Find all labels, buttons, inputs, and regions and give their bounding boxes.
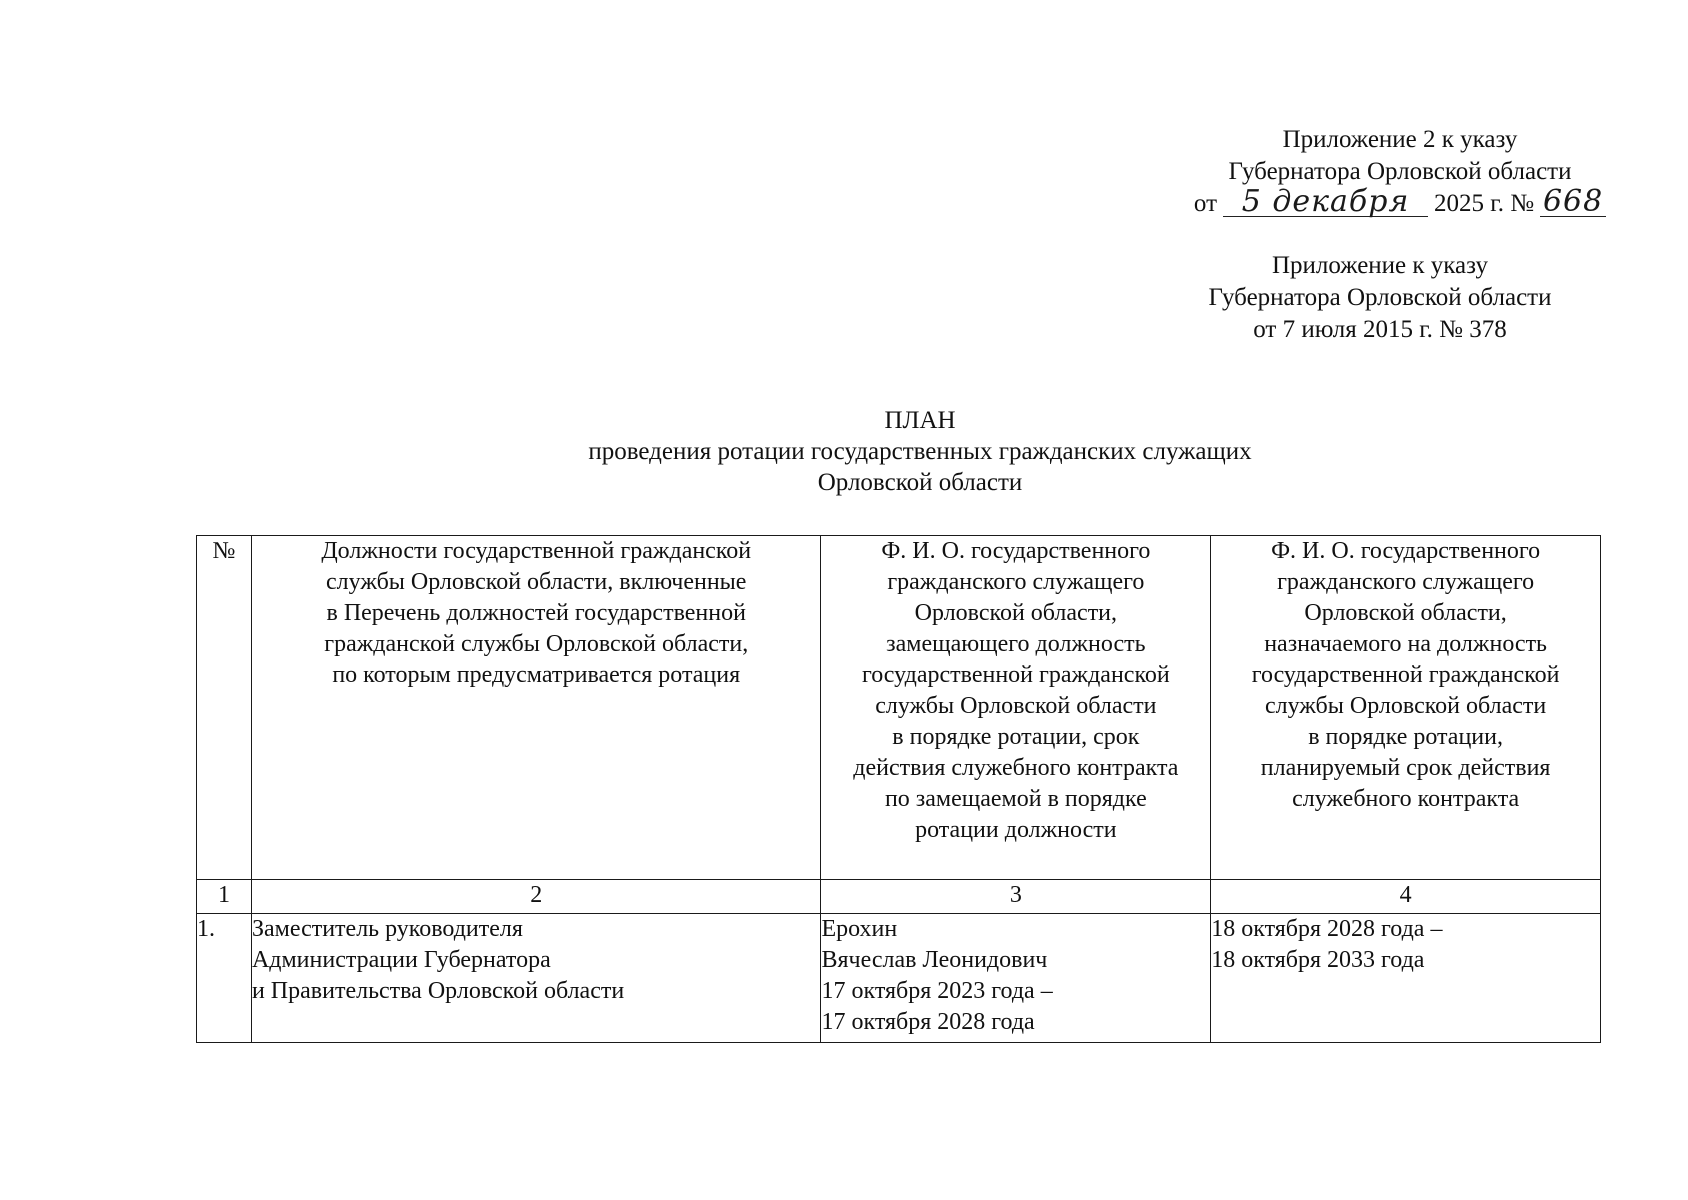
current-employee-line: 17 октября 2028 года [821,1009,1035,1035]
appendix-original-line2: Губернатора Орловской области [1208,284,1552,311]
handwritten-number: 668 [1540,188,1606,217]
current-employee-line: 17 октября 2023 года – [821,978,1053,1004]
column-number-row [197,880,1601,914]
title-line3: Орловской области [817,469,1023,496]
column-number-cell: 3 [821,880,1211,914]
appointed-term-line: 18 октября 2033 года [1211,947,1425,973]
header-line: назначаемого на должность [1264,631,1547,657]
appointed-term-line: 18 октября 2028 года – [1211,916,1443,942]
title-line2: проведения ротации государственных гражданских служащих [588,438,1252,465]
document-title [420,405,1420,498]
appointed-employee-cell [1211,914,1601,1043]
header-line: действия служебного контракта [853,755,1179,781]
rotation-plan-table [196,535,1601,1043]
position-line: Администрации Губернатора [251,947,551,973]
header-line: Орловской области, [1304,600,1507,626]
header-line: гражданского служащего [1277,569,1535,595]
header-line: ротации должности [915,817,1117,843]
appendix-2-date-line [1160,184,1640,220]
appendix-original-line3: от 7 июля 2015 г. № 378 [1253,316,1507,343]
header-line: планируемый срок действия [1260,755,1551,781]
column-number-cell: 2 [251,880,821,914]
handwritten-date: 5 декабря [1223,188,1428,217]
header-line: государственной гражданской [1251,662,1560,688]
header-line: гражданской службы Орловской области, [324,631,749,657]
header-cell-appointed-employee [1211,536,1601,880]
position-line: Заместитель руководителя [251,916,523,942]
appendix-2-line2: Губернатора Орловской области [1228,158,1572,185]
position-cell [251,914,821,1043]
header-line: замещающего должность [886,631,1146,657]
header-line: службы Орловской области [875,693,1157,719]
appendix-2-line1: Приложение 2 к указу [1282,126,1518,153]
year-and-number-label: 2025 г. № [1434,190,1535,217]
appendix-original-header [1160,250,1600,346]
header-line: службы Орловской области, включенные [326,569,747,595]
header-line: гражданского служащего [887,569,1145,595]
column-number-cell: 1 [197,880,252,914]
column-number-cell: 4 [1211,880,1601,914]
from-prefix: от [1193,190,1218,217]
current-employee-line: Ерохин [821,916,898,942]
header-line: в порядке ротации, срок [892,724,1140,750]
table-row [197,914,1601,1043]
header-cell-current-employee [821,536,1211,880]
position-line: и Правительства Орловской области [251,978,625,1004]
header-line: № [212,538,236,564]
row-number-cell: 1. [197,914,252,1043]
header-line: службы Орловской области [1264,693,1547,719]
header-line: Должности государственной гражданской [321,538,752,564]
appendix-2-header [1160,124,1640,220]
header-line: Ф. И. О. государственного [1271,538,1541,564]
header-line: по которым предусматривается ротация [332,662,741,688]
header-line: Ф. И. О. государственного [881,538,1151,564]
current-employee-line: Вячеслав Леонидович [821,947,1048,973]
appendix-original-line1: Приложение к указу [1271,252,1489,279]
header-line: в порядке ротации, [1308,724,1503,750]
current-employee-cell [821,914,1211,1043]
table-header-row [197,536,1601,880]
header-line: Орловской области, [914,600,1118,626]
title-line1: ПЛАН [884,407,956,434]
header-line: государственной гражданской [861,662,1170,688]
header-line: служебного контракта [1292,786,1520,812]
header-cell-number [197,536,252,880]
header-cell-position [251,536,821,880]
header-line: в Перечень должностей государственной [326,600,746,626]
header-line: по замещаемой в порядке [884,786,1147,812]
